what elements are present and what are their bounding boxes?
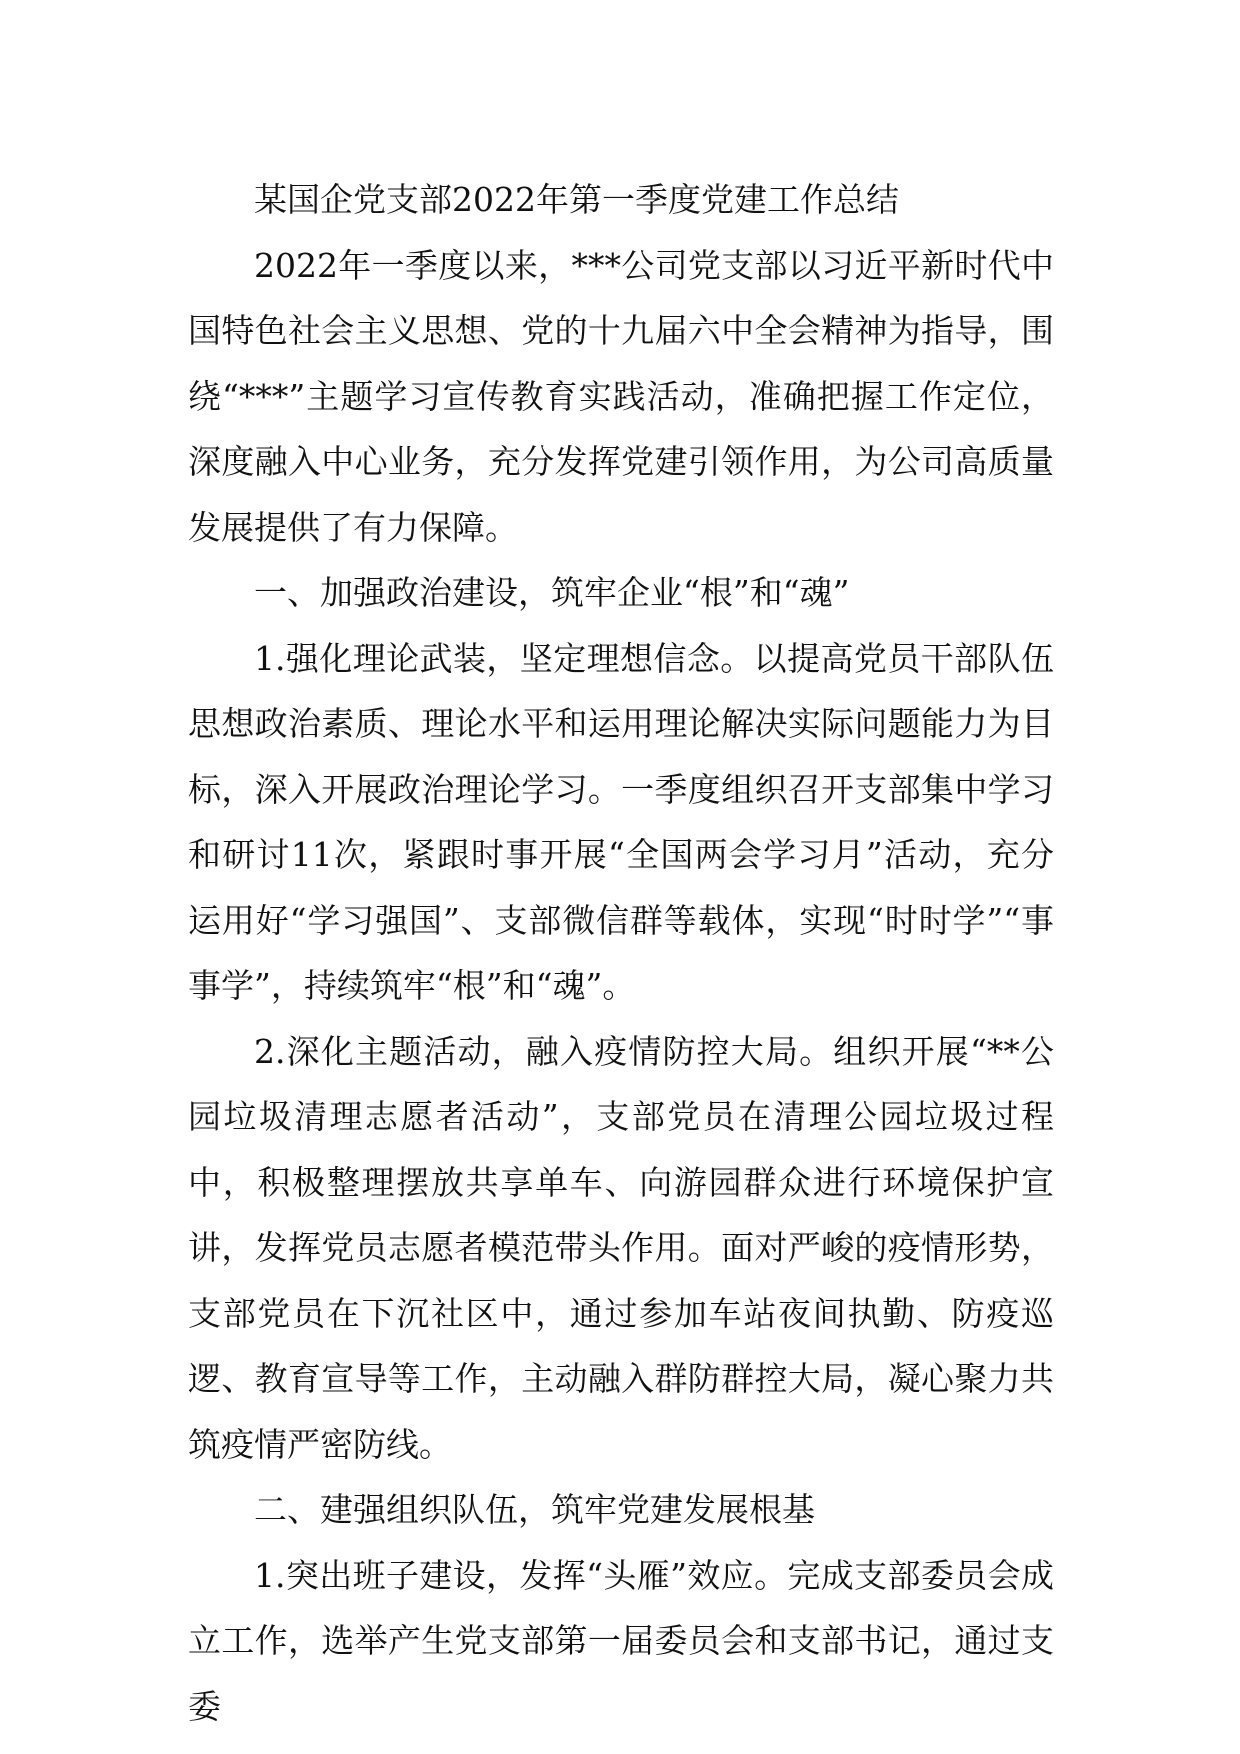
body-paragraph: 1.突出班子建设，发挥“头雁”效应。完成支部委员会成立工作，选举产生党支部第一届委员会和支部书记，通过支委 (188, 1555, 1054, 1726)
body-paragraph: 1.强化理论武装，坚定理想信念。以提高党员干部队伍思想政治素质、理论水平和运用理论解决实际问题能力为目标，深入开展政治理论学习。一季度组织召开支部集中学习和研讨11次，紧跟时事开展“全国两会学习月”活动，充分运用好“学习强国”、支部微信群等载体，实现“时时学”“事事学”，持续筑牢“根”和“魂”。 (188, 638, 1054, 1005)
section-heading-1: 一、加强政治建设，筑牢企业“根”和“魂” (254, 573, 850, 612)
body-paragraph: 2.深化主题活动，融入疫情防控大局。组织开展“**公园垃圾清理志愿者活动”，支部党员在清理公园垃圾过程中，积极整理摆放共享单车、向游园群众进行环境保护宣讲，发挥党员志愿者模范带头作用。面对严峻的疫情形势，支部党员在下沉社区中，通过参加车站夜间执勤、防疫巡逻、教育宣导等工作，主动融入群防群控大局，凝心聚力共筑疫情严密防线。 (188, 1031, 1054, 1464)
section-heading-2: 二、建强组织队伍，筑牢党建发展根基 (254, 1490, 815, 1529)
document-title: 某国企党支部2022年第一季度党建工作总结 (254, 180, 899, 219)
document-page (188, 167, 1054, 1739)
intro-paragraph: 2022年一季度以来，***公司党支部以习近平新时代中国特色社会主义思想、党的十九届六中全会精神为指导，围绕“***”主题学习宣传教育实践活动，准确把握工作定位，深度融入中心业务，充分发挥党建引领作用，为公司高质量发展提供了有力保障。 (188, 245, 1054, 547)
